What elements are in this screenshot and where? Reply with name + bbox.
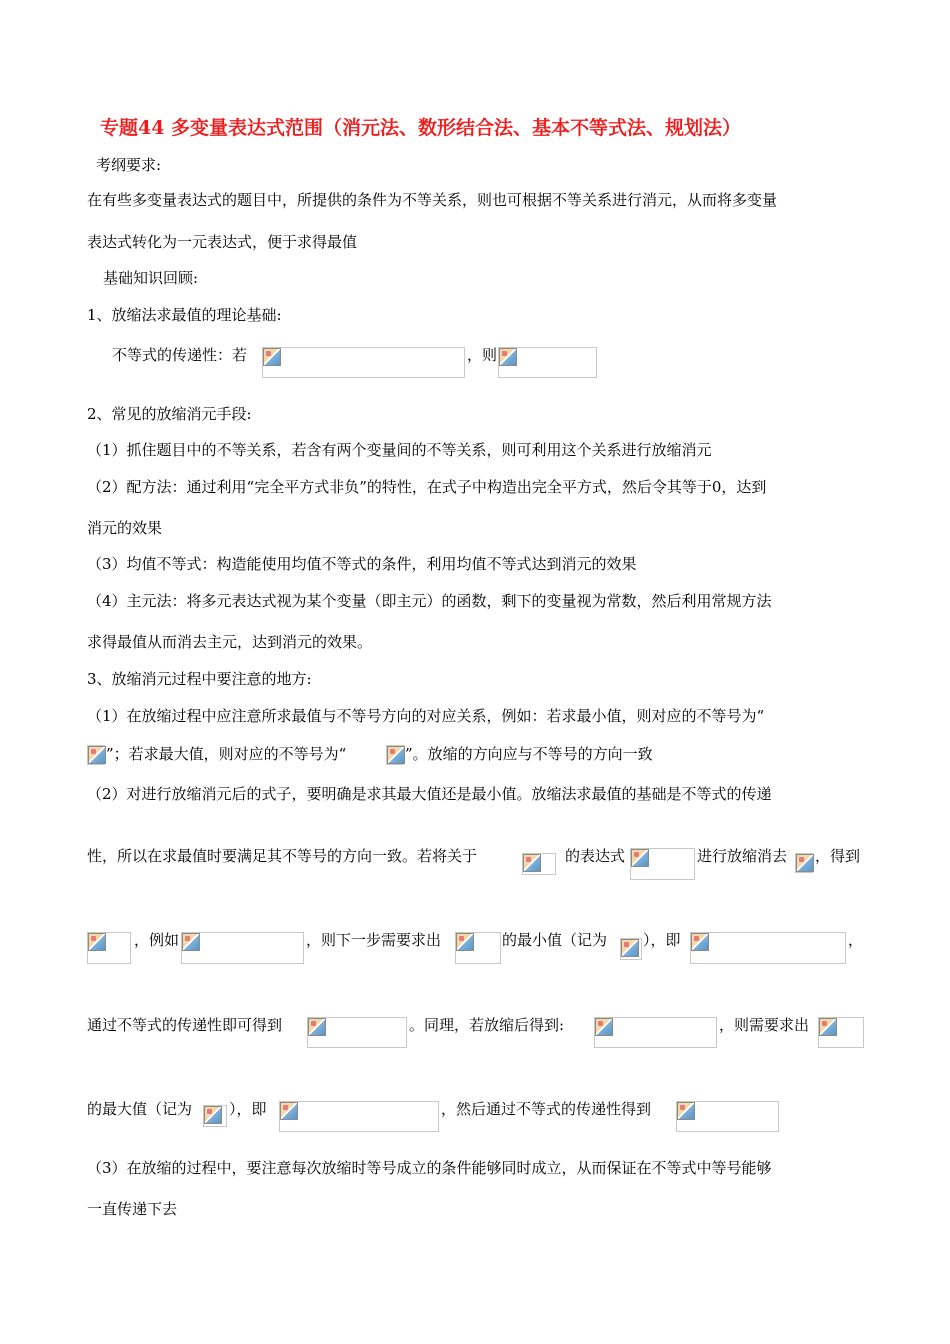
broken-image-icon: [387, 746, 405, 764]
broken-image-icon: [677, 1102, 695, 1120]
s2-item2-line2: 消元的效果: [87, 519, 163, 537]
broken-image-icon: [595, 1018, 613, 1036]
broken-image-icon: [263, 348, 281, 366]
broken-image-icon: [691, 933, 709, 951]
s2-item1: （1）抓住题目中的不等关系，若含有两个变量间的不等关系，则可利用这个关系进行放缩消元: [87, 441, 712, 459]
broken-image-icon: [796, 854, 814, 872]
formula-image: [690, 932, 846, 964]
formula-image: [87, 745, 105, 765]
formula-image: [87, 932, 131, 964]
broken-image-icon: [456, 933, 474, 951]
broken-image-icon: [88, 933, 106, 951]
formula-image: [676, 1101, 779, 1132]
broken-image-icon: [523, 854, 541, 872]
s3-item2-text-d2: 。同理，若放缩后得到:: [409, 1016, 565, 1034]
formula-image: [818, 1017, 864, 1048]
s3-item2-text-e1: 的最大值（记为: [87, 1100, 193, 1118]
section2-heading: 2、常见的放缩消元手段:: [87, 405, 252, 423]
broken-image-icon: [308, 1018, 326, 1036]
s3-item2-text-c2: ，则下一步需要求出: [306, 931, 442, 949]
broken-image-icon: [499, 348, 517, 366]
formula-image: [203, 1105, 227, 1127]
broken-image-icon: [204, 1106, 222, 1124]
s3-item2-text-e3: ，然后通过不等式的传递性得到: [441, 1100, 652, 1118]
broken-image-icon: [88, 746, 106, 764]
s3-item1-text-b2: ”。放缩的方向应与不等号的方向一致: [405, 745, 653, 763]
s3-item2-text-b2: 的表达式: [565, 847, 626, 865]
s1-text-a: 不等式的传递性：若: [112, 346, 248, 364]
s3-item2-text-b1: 性，所以在求最值时要满足其不等号的方向一致。若将关于: [87, 847, 478, 865]
section1-heading: 1、放缩法求最值的理论基础:: [87, 306, 282, 324]
broken-image-icon: [280, 1102, 298, 1120]
s1-text-b: ，则: [467, 346, 498, 364]
formula-image: [795, 853, 813, 873]
s3-item2-text-b4: ，得到: [815, 847, 861, 865]
section3-heading: 3、放缩消元过程中要注意的地方:: [87, 670, 312, 688]
s3-item2-text-d3: ，则需要求出: [719, 1016, 810, 1034]
jichu-label: 基础知识回顾:: [103, 269, 199, 287]
s2-item2-line1: （2）配方法：通过利用“完全平方式非负”的特性，在式子中构造出完全平方式，然后令其等于0，达到: [87, 478, 767, 496]
kaogang-paragraph-line1: 在有些多变量表达式的题目中，所提供的条件为不等关系，则也可根据不等关系进行消元，从而将多变量: [87, 191, 778, 209]
formula-image: [522, 853, 556, 875]
s2-item4-line1: （4）主元法：将多元表达式视为某个变量（即主元）的函数，剩下的变量视为常数，然后利用常规方法: [87, 592, 772, 610]
s3-item2-text-b3: 进行放缩消去: [697, 847, 788, 865]
kaogang-label: 考纲要求:: [96, 156, 162, 174]
s2-item3: （3）均值不等式：构造能使用均值不等式的条件，利用均值不等式达到消元的效果: [87, 555, 637, 573]
s3-item2-line1: （2）对进行放缩消元后的式子，要明确是求其最大值还是最小值。放缩法求最值的基础是不等式的传递: [87, 785, 772, 803]
formula-image: [279, 1101, 439, 1132]
page-title: 专题44 多变量表达式范围（消元法、数形结合法、基本不等式法、规划法）: [100, 117, 742, 139]
broken-image-icon: [819, 1018, 837, 1036]
s3-item2-text-d1: 通过不等式的传递性即可得到: [87, 1016, 283, 1034]
formula-image: [262, 347, 465, 378]
s3-item2-text-c3: 的最小值（记为: [502, 931, 608, 949]
s2-item4-line2: 求得最值从而消去主元，达到消元的效果。: [87, 633, 373, 651]
formula-image: [386, 745, 404, 765]
broken-image-icon: [621, 939, 639, 957]
broken-image-icon: [182, 933, 200, 951]
s3-item2-text-c1: ，例如: [134, 931, 180, 949]
formula-image: [455, 932, 501, 964]
s3-item2-text-c5: ，: [848, 931, 864, 949]
s3-item2-text-e2: ），即: [229, 1100, 267, 1118]
formula-image: [620, 938, 642, 960]
kaogang-paragraph-line2: 表达式转化为一元表达式，便于求得最值: [87, 233, 358, 251]
formula-image: [307, 1017, 407, 1048]
formula-image: [498, 347, 597, 378]
s3-item1-text-b1: ”；若求最大值，则对应的不等号为“: [106, 745, 347, 763]
s3-item3-line1: （3）在放缩的过程中，要注意每次放缩时等号成立的条件能够同时成立，从而保证在不等式中等号能够: [87, 1159, 772, 1177]
formula-image: [181, 932, 304, 964]
s3-item1-line1: （1）在放缩过程中应注意所求最值与不等号方向的对应关系，例如：若求最小值，则对应的不等号为“: [87, 707, 765, 725]
s3-item2-text-c4: ），即: [643, 931, 681, 949]
s3-item3-line2: 一直传递下去: [87, 1200, 178, 1218]
broken-image-icon: [631, 849, 649, 867]
formula-image: [630, 848, 695, 880]
formula-image: [594, 1017, 717, 1048]
